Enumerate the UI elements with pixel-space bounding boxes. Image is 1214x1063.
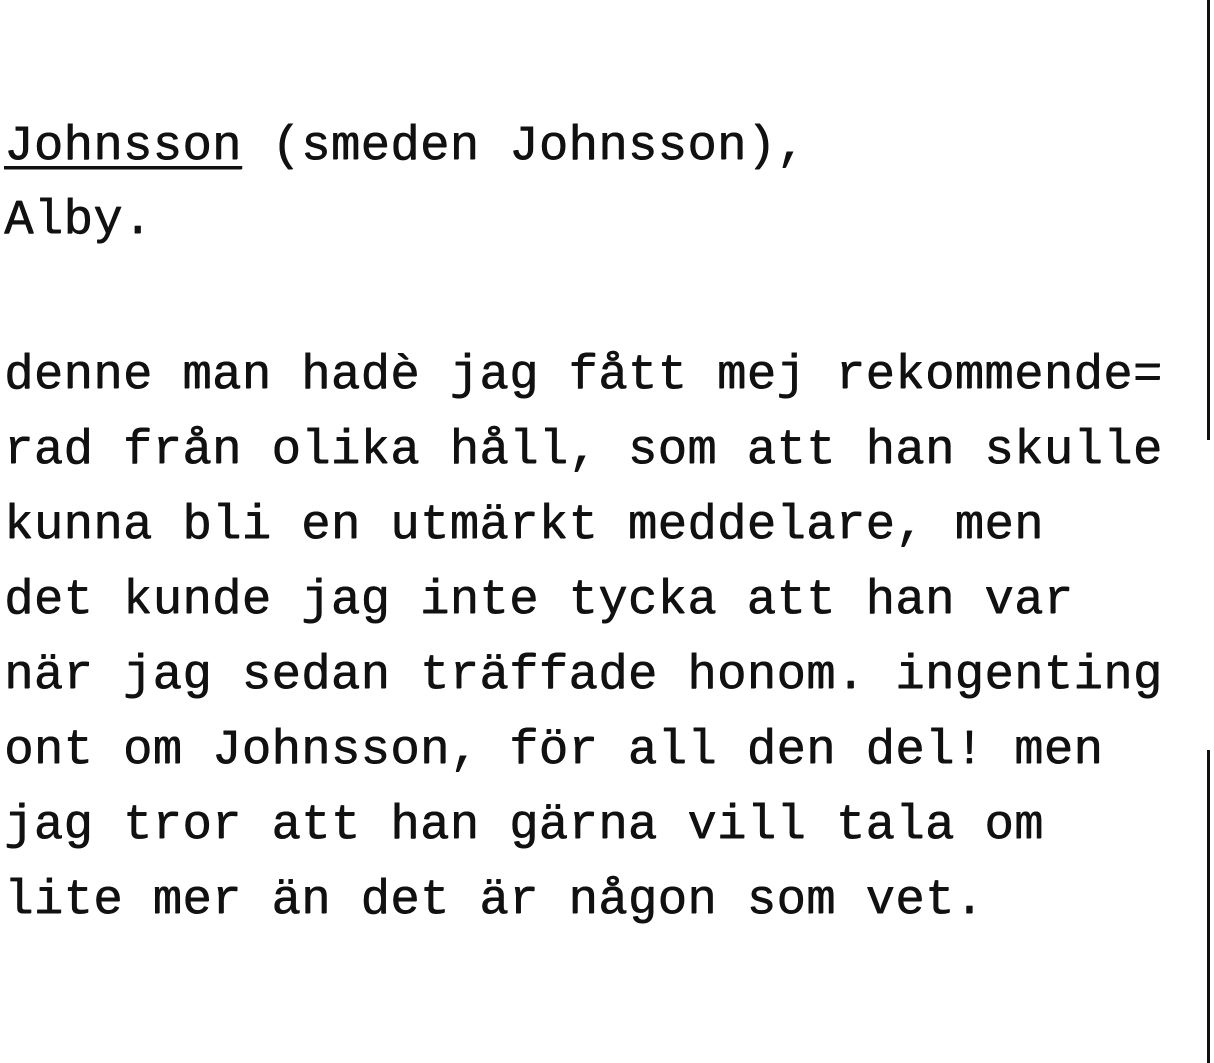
surname: Johnsson bbox=[4, 118, 242, 174]
body-line: denne man hadè jag fått mej rekommende= bbox=[4, 347, 1163, 403]
card-heading bbox=[4, 116, 806, 176]
body-line: ont om Johnsson, för all den del! men bbox=[4, 722, 1104, 778]
page-edge-line bbox=[1207, 750, 1210, 1063]
body-line: kunna bli en utmärkt meddelare, men bbox=[4, 497, 1044, 553]
body-line: det kunde jag inte tycka att han var bbox=[4, 572, 1074, 628]
place-name: Alby. bbox=[4, 192, 153, 248]
page-edge-line bbox=[1207, 0, 1210, 440]
heading-annotation: (smeden Johnsson), bbox=[241, 118, 807, 174]
body-line: när jag sedan träffade honom. ingenting bbox=[4, 647, 1163, 703]
body-text bbox=[4, 338, 1163, 938]
body-line: lite mer än det är någon som vet. bbox=[4, 872, 985, 928]
body-line: rad från olika håll, som att han skulle bbox=[4, 422, 1163, 478]
body-line: jag tror att han gärna vill tala om bbox=[4, 797, 1044, 853]
